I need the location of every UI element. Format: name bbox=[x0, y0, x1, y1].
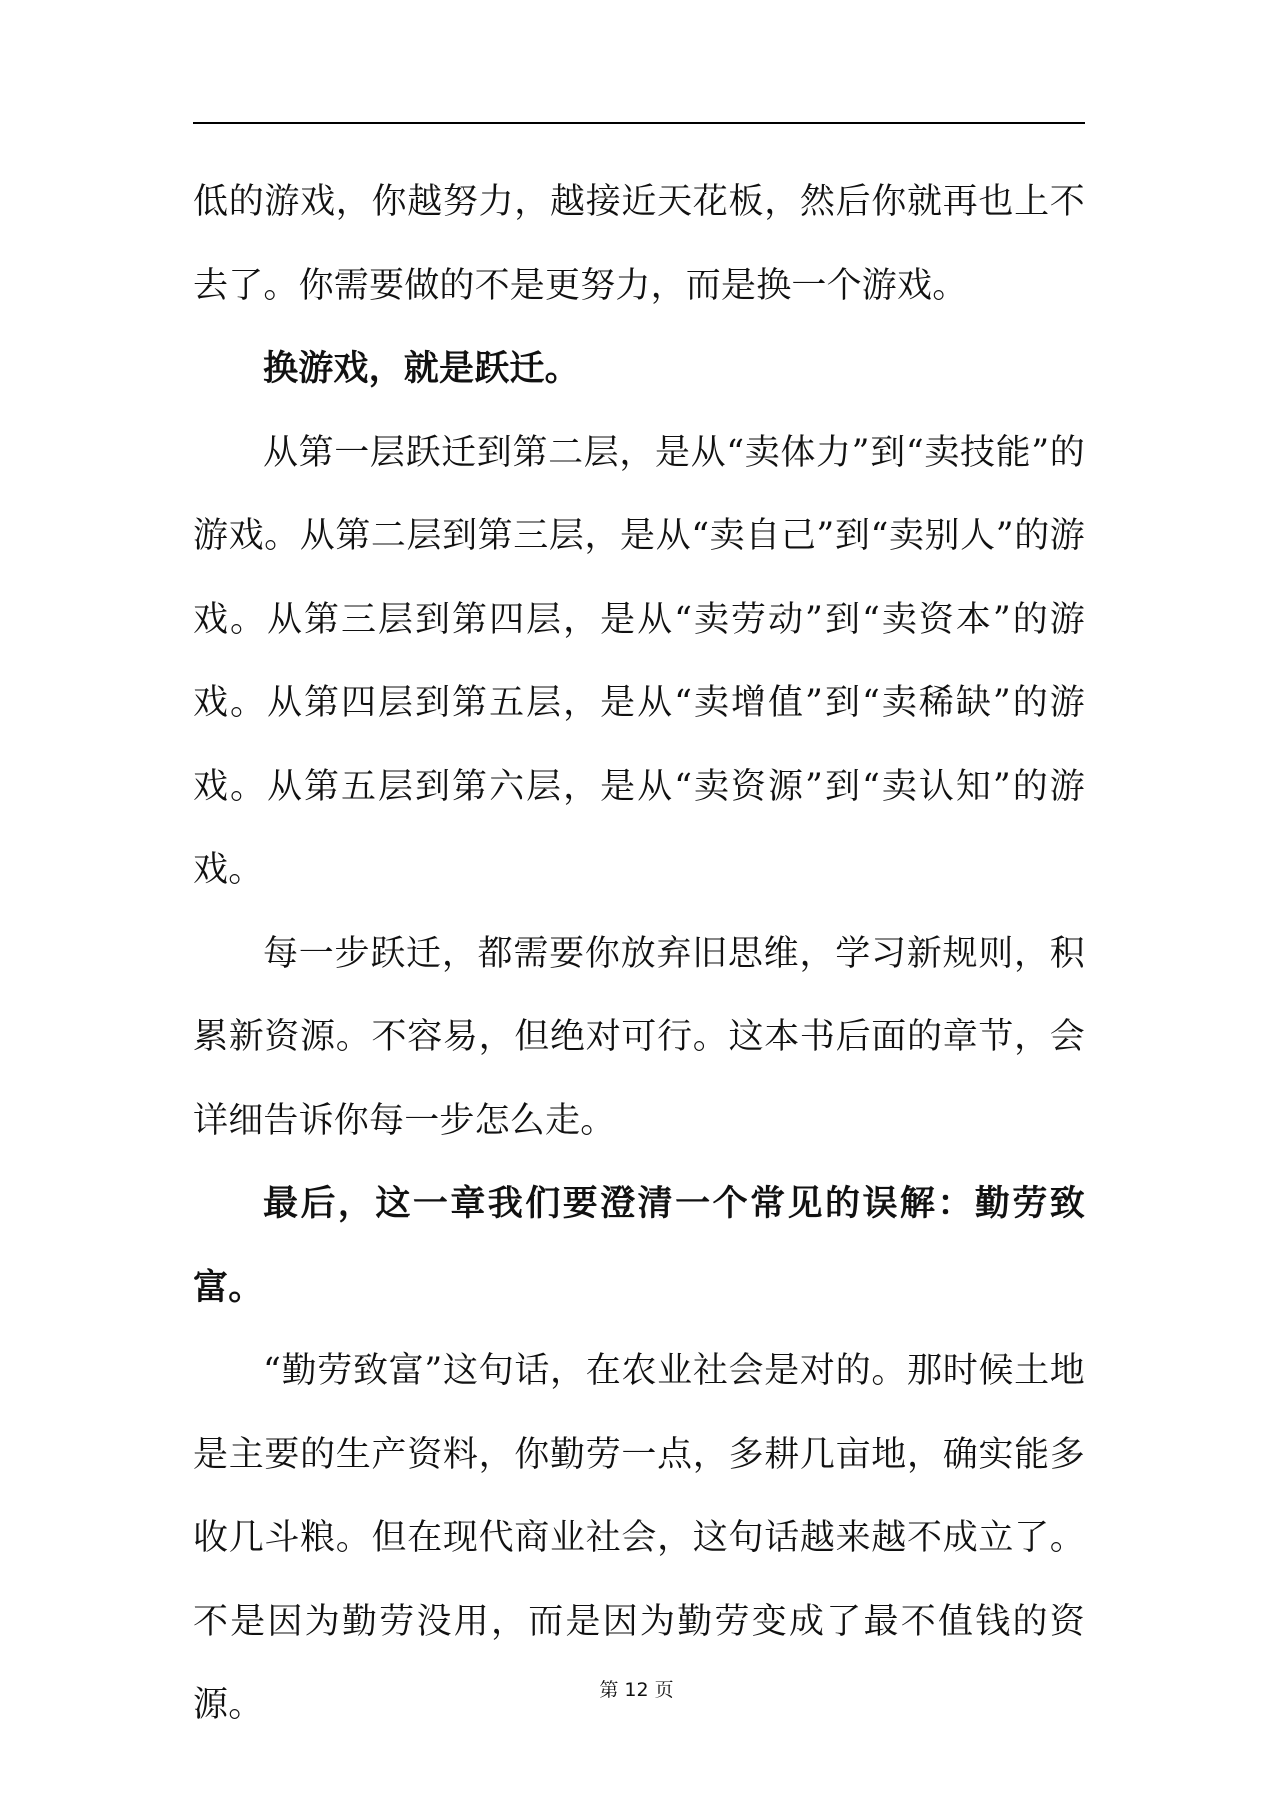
paragraph-continuation: 低的游戏，你越努力，越接近天花板，然后你就再也上不去了。你需要做的不是更努力，而是换一个游戏。 bbox=[193, 182, 1085, 306]
bold-heading-paragraph: 换游戏，就是跃迁。 bbox=[263, 349, 580, 389]
bold-heading-paragraph: 最后，这一章我们要澄清一个常见的误解：勤劳致富。 bbox=[193, 1184, 1085, 1308]
paragraph-diligence: “勤劳致富”这句话，在农业社会是对的。那时候土地是主要的生产资料，你勤劳一点，多耕几亩地，确实能多收几斗粮。但在现代商业社会，这句话越来越不成立了。不是因为勤劳没用，而是因为勤劳变成了最不值钱的资源。 bbox=[193, 1351, 1085, 1725]
paragraph-levels: 从第一层跃迁到第二层，是从“卖体力”到“卖技能”的游戏。从第二层到第三层，是从“卖自己”到“卖别人”的游戏。从第三层到第四层，是从“卖劳动”到“卖资本”的游戏。从第四层到第五层，是从“卖增值”到“卖稀缺”的游戏。从第五层到第六层，是从“卖资源”到“卖认知”的游戏。 bbox=[193, 432, 1085, 890]
document-body bbox=[193, 161, 1085, 1748]
header-rule bbox=[193, 122, 1085, 124]
paragraph-each-step: 每一步跃迁，都需要你放弃旧思维，学习新规则，积累新资源。不容易，但绝对可行。这本书后面的章节，会详细告诉你每一步怎么走。 bbox=[193, 933, 1085, 1141]
page-number: 第 12 页 bbox=[599, 1679, 674, 1701]
